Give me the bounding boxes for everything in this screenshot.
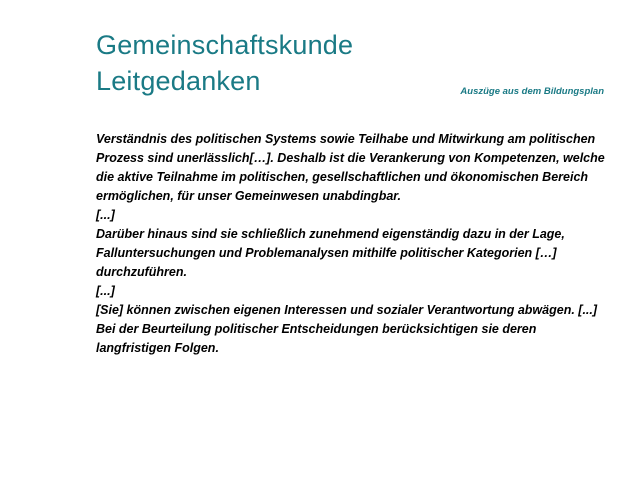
paragraph: [...] <box>96 208 115 222</box>
body-text <box>96 130 606 358</box>
page-title-line-1: Gemeinschaftskunde <box>96 30 354 60</box>
paragraph: Verständnis des politischen Systems sowie Teilhabe und Mitwirkung am politischen Prozess sind unerlässlich[…]. Deshalb ist die Verankerung von Kompetenzen, welche die aktive Teilnahme im politischen, gesellschaftlichen und ökonomischen Bereich ermöglichen, für unser Gemeinwesen unabdingbar. <box>96 132 605 203</box>
subtitle: Auszüge aus dem Bildungsplan <box>460 86 604 97</box>
page-title-line-2: Leitgedanken <box>96 65 261 96</box>
paragraph: Darüber hinaus sind sie schließlich zunehmend eigenständig dazu in der Lage, Falluntersuchungen und Problemanalysen mithilfe politischer Kategorien […] durchzuführen. <box>96 227 565 279</box>
paragraph: [...] <box>96 284 115 298</box>
title-block <box>96 28 606 99</box>
paragraph: [Sie] können zwischen eigenen Interessen und sozialer Verantwortung abwägen. [...] Bei der Beurteilung politischer Entscheidungen berücksichtigen sie deren langfristigen Folgen. <box>96 303 598 355</box>
